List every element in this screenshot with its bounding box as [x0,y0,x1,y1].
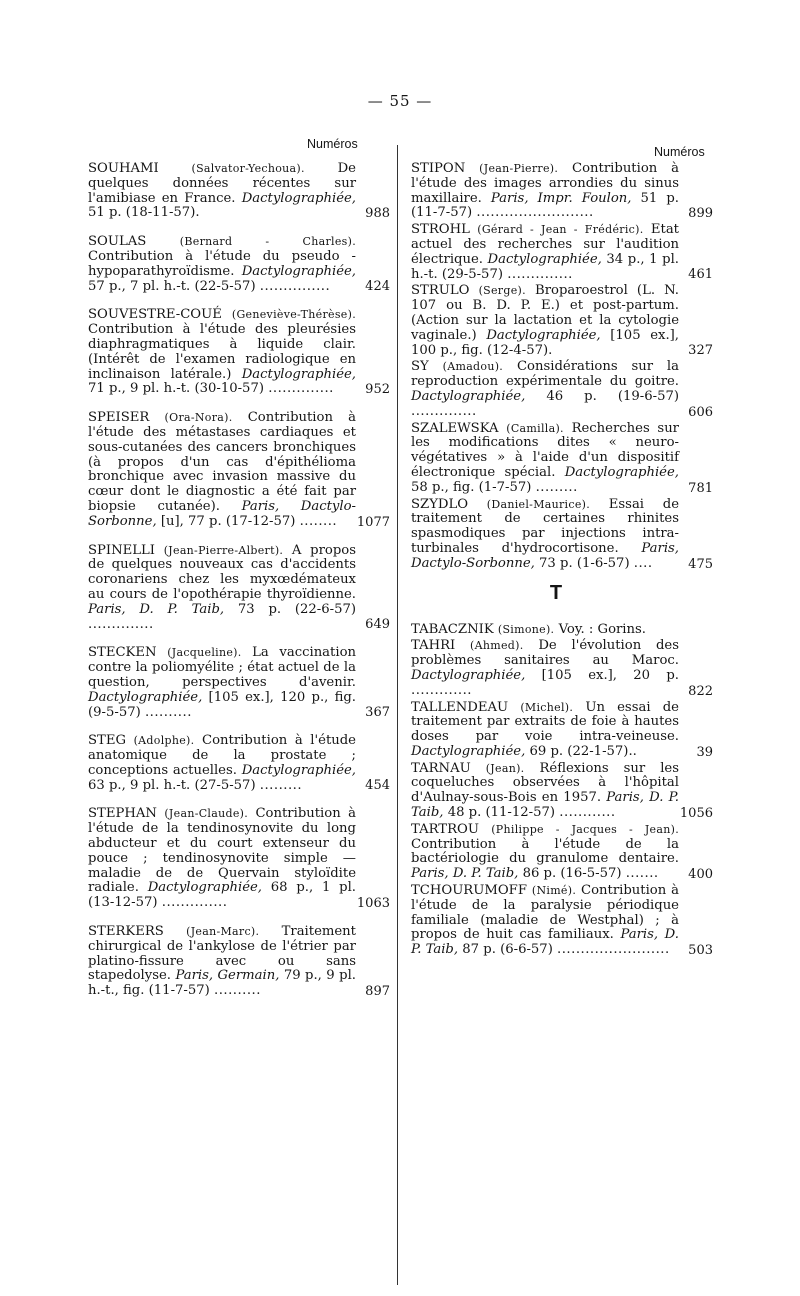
entry-details: 68 p., 1 pl. (13-12-57) [88,880,356,911]
entry-leader-dots: ............... [259,278,331,294]
entry-title: Contribution à l'étude des pleurésies diaphragmatiques à liquide clair. (Intérêt de l'examen radiologique en inclinaison latérale.) [88,322,356,382]
column-header-right: Numéros [654,145,705,159]
entry-author-forenames: (Jean). [485,761,525,775]
index-entry [411,498,713,572]
index-entry [411,762,713,821]
entry-author-surname: STEPHAN [88,806,157,822]
entry-author-forenames: (Bernard - Charles). [179,235,356,249]
entry-author-surname: SOUHAMI [88,161,159,176]
entry-number: 649 [365,617,390,633]
entry-title: Contribution à l'étude de la paralysie périodique familiale (maladie de Westphal) ; à propos de huit cas familiaux. [411,883,679,943]
entry-text [411,762,679,821]
entry-details: 86 p. (16-5-57) [522,866,622,882]
entry-title: Recherches sur les modifications dites « neuro-végétatives » à l'aide d'un dispositif électronique spécial. [411,420,679,480]
entry-publisher: Dactylographiée, [88,689,203,705]
entry-publisher: Dactylographiée, [411,388,526,404]
entry-details: [105 ex.], 120 p., fig. (9-5-57) [88,689,357,720]
column-header-left: Numéros [307,137,358,151]
entry-text [88,925,356,999]
index-entry [88,308,390,397]
entry-text [411,422,679,496]
entry-details: 73 p. (1-6-57) [539,555,630,571]
entry-title: Contribution à l'étude des métastases cardiaques et sous-cutanées des cancers bronchiques (à propos d'un cas d'épithélioma bronchique avec invasion massive du cœur dont le diagnostic a été fait par biopsie cutanée). [88,410,356,514]
entry-author-forenames: (Camilla). [506,421,564,435]
entry-publisher: Dactylographiée, [241,190,356,206]
entry-publisher: Dactylographiée, [487,251,602,267]
entry-leader-dots: ............ [559,805,616,821]
entry-details: 71 p., 9 pl. h.-t. (30-10-57) [88,381,264,397]
entry-title: La vaccination contre la poliomyélite ; état actuel de la question, perspectives d'avenir. [88,645,356,690]
entry-author-surname: SZALEWSKA [411,420,499,436]
entry-author-surname: STERKERS [88,924,164,940]
entry-details: 58 p., fig. (1-7-57) [411,479,532,495]
entry-publisher: Dactylographiée, [486,327,601,343]
entry-author-forenames: (Daniel-Maurice). [486,497,591,511]
entry-text [411,701,679,760]
index-entry [411,701,713,760]
entry-author-forenames: (Geneviève-Thérèse). [231,308,356,322]
entry-author-surname: SOULAS [88,234,147,250]
entry-publisher: Dactylographiée, [411,667,526,683]
entry-author-forenames: (Jean-Pierre-Albert). [163,543,284,557]
entry-number: 897 [365,984,390,1000]
index-entry [88,734,390,793]
entry-text [411,823,679,882]
entry-number: 367 [365,705,390,721]
entry-leader-dots: ............. [411,682,472,698]
index-entry [411,162,713,221]
index-entry [411,223,713,282]
entry-author-surname: STROHL [411,222,470,238]
entry-text [88,308,356,397]
index-entry [88,925,390,999]
entry-author-surname: TARTROU [411,821,479,837]
entry-publisher: Dactylographiée, [241,762,356,778]
entry-text [411,498,679,572]
entry-number: 1077 [356,514,390,530]
entry-details: 69 p. (22-1-57).. [529,743,637,759]
entry-details: 51 p. (11-7-57) [411,190,679,221]
entry-leader-dots: ......... [535,479,578,495]
entry-details: [u], 77 p. (17-12-57) [160,513,296,529]
entry-text [88,235,356,294]
entry-author-forenames: (Ahmed). [470,639,524,653]
section-letter-heading: T [549,581,563,604]
entry-publisher: Dactylographiée, [147,880,262,896]
entry-text [88,411,356,529]
entry-leader-dots: .............. [268,381,334,397]
entry-publisher: Paris, Dactylo-Sorbonne, [88,498,356,529]
entry-author-surname: TARNAU [411,760,471,776]
entry-publisher: Paris, D. P. Taib, [411,866,519,882]
entry-author-forenames: (Nimé). [531,884,577,898]
entry-leader-dots: ........................ [557,942,670,958]
entry-number: 424 [365,279,390,295]
entry-number: 454 [365,778,390,794]
entry-number: 461 [688,267,713,283]
entry-author-surname: SPEISER [88,410,150,426]
entry-details: 51 p. (18-11-57). [88,205,200,221]
entry-title: Contribution à l'étude du pseudo - hypoparathyroïdisme. [88,248,356,279]
index-entry [88,162,390,221]
entry-author-surname: TABACZNIK [411,621,494,637]
entry-details: [105 ex.], 100 p., fig. (12-4-57). [411,327,679,358]
entry-leader-dots: .............. [507,266,573,282]
entry-details: 48 p. (11-12-57) [447,805,556,821]
entry-text [411,284,679,358]
entry-details: 87 p. (6-6-57) [462,942,553,958]
entry-author-surname: STECKEN [88,645,157,661]
entry-author-forenames: (Jacqueline). [167,646,242,660]
entry-title: Considérations sur la reproduction expérimentale du goitre. [411,359,679,390]
entry-author-surname: SOUVESTRE-COUÉ [88,307,222,323]
entry-title: Contribution à l'étude de la tendinosynovite du long abducteur et du court extenseur du pouce ; tendinosynovite simple — maladie de de Quervain styloïdite radiale. [88,806,356,896]
entry-leader-dots: ......................... [476,205,594,221]
entry-author-forenames: (Jean-Pierre). [479,162,559,175]
entry-author-surname: STEG [88,733,126,749]
entry-title: De l'évolution des problèmes sanitaires au Maroc. [411,638,679,669]
entry-leader-dots: .......... [214,983,261,999]
entry-author-surname: SPINELLI [88,542,156,558]
entry-text [411,223,679,282]
entry-leader-dots: .......... [144,704,192,720]
entry-number: 475 [688,556,713,572]
entry-author-surname: STRULO [411,283,470,299]
entry-title: Contribution à l'étude des images arrondies du sinus maxillaire. [411,161,679,206]
entry-number: 39 [696,744,713,760]
entry-details: 46 p. (19-6-57) [546,388,679,404]
entry-leader-dots: .............. [88,616,154,632]
entry-publisher: Paris, D. P. Taib, [411,790,679,821]
entry-author-forenames: (Serge). [478,284,526,298]
index-entry [411,422,713,496]
entry-title: Broparoestrol (L. N. 107 ou B. D. P. E.) et post-partum. (Action sur la lactation et la cytologie vaginale.) [411,283,679,343]
index-entry [88,411,390,529]
entry-title: Contribution à l'étude de la bactériologie du granulome dentaire. [411,836,679,867]
entry-details: 34 p., 1 pl. h.-t. (29-5-57) [411,251,679,282]
entry-number: 781 [688,480,713,496]
entry-title: Voy. : Gorins. [558,621,646,637]
entry-details: 73 p. (22-6-57) [237,601,356,617]
entry-author-forenames: (Michel). [520,700,574,714]
entry-text [88,807,356,911]
entry-author-surname: TALLENDEAU [411,699,509,715]
entry-details: 79 p., 9 pl. h.-t., fig. (11-7-57) [88,968,356,999]
entry-author-surname: SZYDLO [411,496,469,512]
entry-publisher: Dactylographiée, [564,464,679,480]
entry-author-surname: STIPON [411,161,466,176]
entry-title: Contribution à l'étude anatomique de la prostate ; conceptions actuelles. [88,733,356,778]
entry-author-forenames: (Jean-Claude). [164,807,249,821]
left-column [88,162,390,1013]
entry-text [411,884,679,958]
entry-author-surname: TCHOURUMOFF [411,883,527,899]
entry-publisher: Dactylographiée, [241,366,356,382]
index-entry [88,807,390,911]
entry-number: 327 [688,343,713,359]
entry-leader-dots: ........ [299,513,338,529]
index-entry [411,360,713,419]
entry-title: Un essai de traitement par extraits de foie à hautes doses par voie intra-veineuse. [411,699,679,745]
entry-leader-dots: .............. [411,403,477,419]
entry-title: Traitement chirurgical de l'ankylose de l'étrier par platino-fissure avec ou sans stapedolyse. [88,924,356,984]
entry-author-forenames: (Gérard - Jean - Frédéric). [477,223,644,237]
entry-details: [105 ex.], 20 p. [541,667,680,683]
entry-title: Essai de traitement de certaines rhinites spasmodiques par injections intra-turbinales d'hydrocortisone. [411,496,679,556]
entry-number: 988 [365,206,390,222]
entry-author-forenames: (Adolphe). [133,734,195,748]
entry-leader-dots: .... [633,555,653,571]
entry-author-surname: TAHRI [411,638,456,654]
entry-number: 822 [688,683,713,699]
entry-text [88,162,356,221]
entry-text [88,544,356,633]
entry-title: De quelques données récentes sur l'amibiase en France. [88,161,356,206]
index-entry [411,639,713,698]
column-divider [397,145,398,1285]
entry-details: 57 p., 7 pl. h.-t. (22-5-57) [88,278,256,294]
entry-author-surname: SY [411,359,429,375]
entry-publisher: Paris, Germain, [175,968,280,984]
entry-title: Etat actuel des recherches sur l'audition électrique. [411,222,679,267]
entry-author-forenames: (Simone). [497,622,555,636]
entry-number: 400 [688,867,713,883]
index-entry [88,544,390,633]
entry-publisher: Dactylographiée, [241,263,356,279]
entry-number: 1056 [679,805,713,821]
entry-publisher: Paris, D. P. Taib, [411,927,679,958]
index-entry [88,646,390,720]
entry-leader-dots: ....... [625,866,659,882]
entry-leader-dots: ......... [259,777,303,793]
page-number: — 55 — [367,92,433,110]
entry-publisher: Paris, Dactylo-Sorbonne, [411,540,679,571]
entry-title: A propos de quelques nouveaux cas d'accidents coronariens chez les myxœdémateux au cours de l'opothérapie thyroïdienne. [88,542,356,602]
entry-number: 899 [688,206,713,222]
entry-publisher: Paris, D. P. Taib, [88,601,225,617]
entry-text [411,162,679,221]
index-entry [88,235,390,294]
entry-number: 1063 [356,896,390,912]
entry-text [88,734,356,793]
entry-publisher: Paris, Impr. Foulon, [490,190,632,206]
index-entry [411,623,713,638]
entry-leader-dots: .............. [161,895,228,911]
entry-number: 503 [688,943,713,959]
index-entry [411,823,713,882]
entry-text [411,639,679,698]
right-column [411,162,713,960]
entry-publisher: Dactylographiée, [411,743,526,759]
entry-number: 952 [365,382,390,398]
entry-author-forenames: (Salvator-Yechoua). [191,162,305,175]
entry-author-forenames: (Amadou). [442,360,504,374]
entry-title: Réflexions sur les coqueluches observées à l'hôpital d'Aulnay-sous-Bois en 1957. [411,760,679,806]
entry-author-forenames: (Jean-Marc). [186,925,260,939]
entry-text [411,360,679,419]
index-entry [411,884,713,958]
entry-text [411,623,679,638]
entry-author-forenames: (Philippe - Jacques - Jean). [491,822,679,836]
index-entry [411,284,713,358]
entry-number: 606 [688,404,713,420]
entry-author-forenames: (Ora-Nora). [164,411,233,425]
entry-text [88,646,356,720]
entry-details: 63 p., 9 pl. h.-t. (27-5-57) [88,777,256,793]
